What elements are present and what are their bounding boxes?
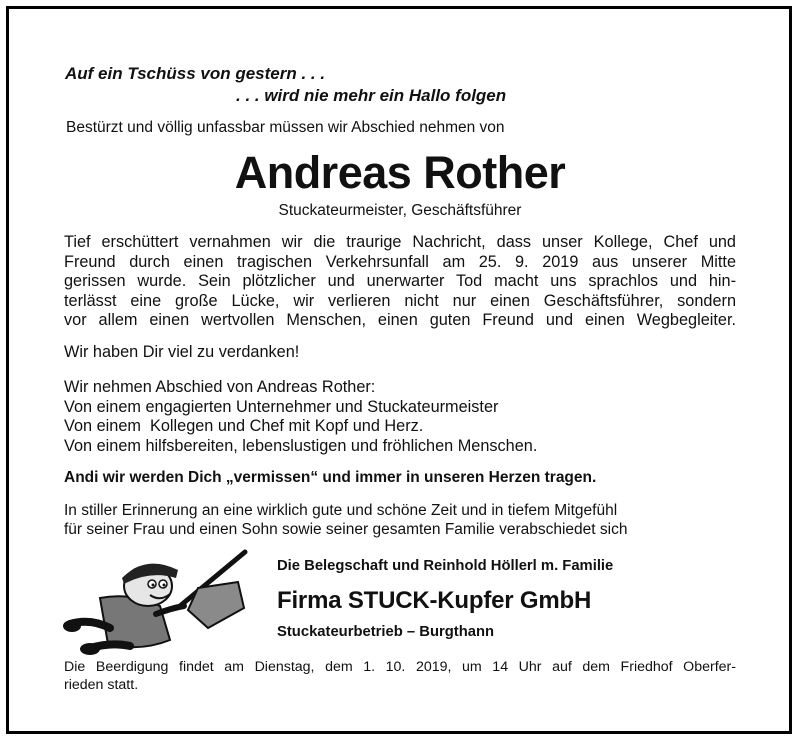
farewell-list: [64, 378, 537, 456]
motto-line-2: . . . wird nie mehr ein Hallo folgen: [236, 86, 507, 105]
closing-bold-text: Andi wir werden Dich „vermissen“ und immer in unseren Herzen tragen.: [64, 469, 597, 486]
sender-firm-subtitle: Stuckateurbetrieb – Burgthann: [277, 624, 495, 640]
funeral-line: rieden statt.: [64, 677, 139, 693]
intro-text: Bestürzt und völlig unfassbar müssen wir Abschied nehmen von: [66, 119, 505, 136]
deceased-title: Stuckateurmeister, Geschäftsführer: [278, 202, 522, 219]
plasterer-mascot-icon: [60, 548, 250, 658]
sender-staff: Die Belegschaft und Reinhold Höllerl m. Familie: [277, 558, 614, 574]
farewell-line: Wir nehmen Abschied von Andreas Rother:: [64, 378, 376, 396]
paragraph-line: gerissen wurde. Sein plötzlicher und unerwarter Tod macht uns sprachlos und hin-: [64, 272, 736, 291]
farewell-line: Von einem Kollegen und Chef mit Kopf und Herz.: [64, 417, 424, 436]
motto-line-1: Auf ein Tschüss von gestern . . .: [65, 64, 326, 83]
memory-text: [64, 501, 740, 539]
funeral-line: Die Beerdigung findet am Dienstag, dem 1. 10. 2019, um 14 Uhr auf dem Friedhof Oberfer-: [64, 659, 736, 675]
paragraph-line: Tief erschüttert vernahmen wir die traurige Nachricht, dass unser Kollege, Chef und: [64, 233, 736, 251]
memory-line: für seiner Frau und einen Sohn sowie seiner gesamten Familie verabschiedet sich: [64, 521, 628, 538]
memory-line: In stiller Erinnerung an eine wirklich gute und schöne Zeit und in tiefem Mitgefühl: [64, 502, 618, 519]
farewell-line: Von einem engagierten Unternehmer und Stuckateurmeister: [64, 397, 499, 416]
deceased-name: Andreas Rother: [234, 147, 566, 198]
paragraph-line: vor allem einen wertvollen Menschen, einen guten Freund und einen Wegbegleiter.: [64, 311, 736, 330]
thanks-text: Wir haben Dir viel zu verdanken!: [64, 343, 300, 361]
farewell-line: Von einem hilfsbereiten, lebenslustigen und fröhlichen Menschen.: [64, 436, 538, 455]
paragraph-line: Freund durch einen tragischen Verkehrsunfall am 25. 9. 2019 aus unserer Mitte: [64, 252, 736, 271]
main-paragraph: [64, 233, 736, 331]
funeral-info: [64, 658, 736, 694]
paragraph-line: terlässt eine große Lücke, wir verlieren nicht nur einen Geschäftsführer, sondern: [64, 291, 736, 310]
sender-firm: Firma STUCK-Kupfer GmbH: [277, 587, 592, 614]
